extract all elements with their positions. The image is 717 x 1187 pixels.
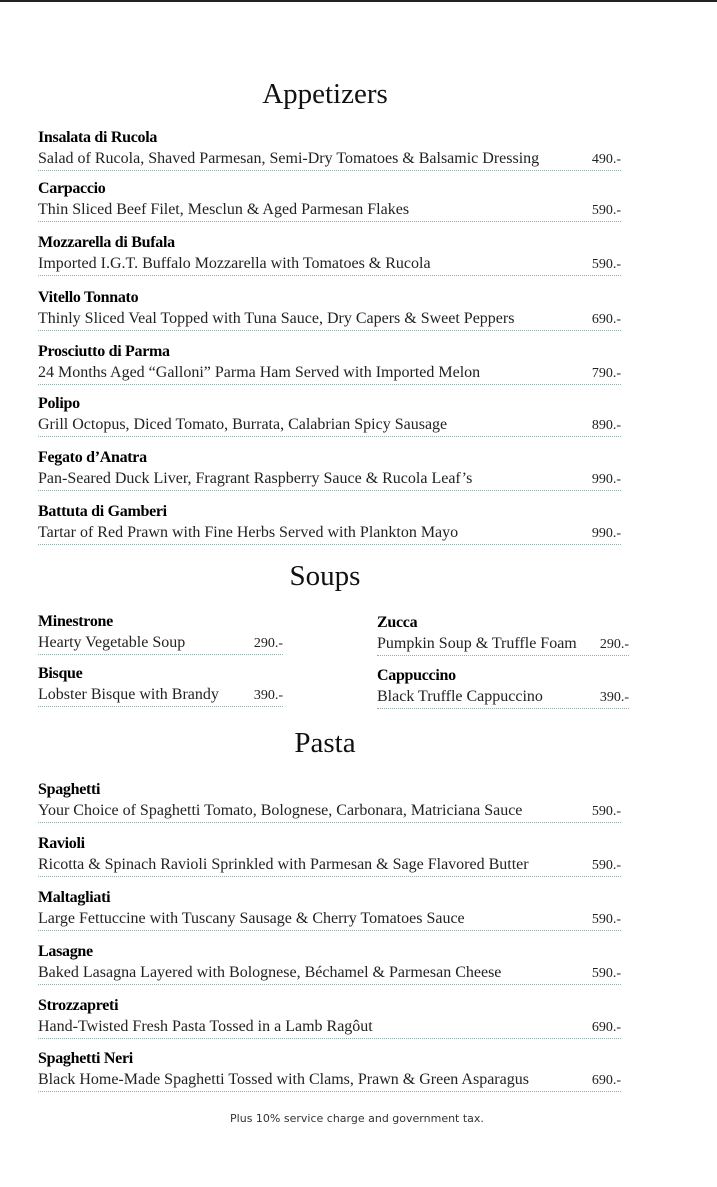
item-price: 690.-	[591, 1020, 621, 1035]
item-name: Battuta di Gamberi	[38, 503, 167, 520]
item-price: 590.-	[591, 858, 621, 873]
item-price: 590.-	[591, 257, 621, 272]
menu-item-fegato-d-anatra	[38, 448, 621, 491]
item-name: Lasagne	[38, 943, 93, 960]
menu-item-spaghetti	[38, 780, 621, 823]
item-leader-line	[38, 253, 621, 276]
item-leader-line	[38, 522, 621, 545]
item-description: Large Fettuccine with Tuscany Sausage & Cherry Tomatoes Sauce	[38, 910, 465, 927]
item-leader-line	[38, 1069, 621, 1092]
item-description: Lobster Bisque with Brandy	[38, 686, 219, 703]
item-price: 690.-	[591, 312, 621, 327]
item-description: Grill Octopus, Diced Tomato, Burrata, Calabrian Spicy Sausage	[38, 416, 448, 433]
item-name: Cappuccino	[377, 667, 456, 684]
item-name: Fegato d’Anatra	[38, 449, 147, 466]
menu-item-strozzapreti	[38, 996, 621, 1039]
item-description: Ricotta & Spinach Ravioli Sprinkled with Parmesan & Sage Flavored Butter	[38, 856, 529, 873]
menu-item-minestrone	[38, 612, 283, 655]
item-name: Bisque	[38, 665, 83, 682]
item-leader-line	[38, 908, 621, 931]
item-description: Thinly Sliced Veal Topped with Tuna Sauce, Dry Capers & Sweet Peppers	[38, 310, 515, 327]
item-leader-line	[38, 632, 283, 655]
item-description: Baked Lasagna Layered with Bolognese, Béchamel & Parmesan Cheese	[38, 964, 502, 981]
item-description: Pan-Seared Duck Liver, Fragrant Raspberry Sauce & Rucola Leaf’s	[38, 470, 473, 487]
menu-item-battuta-di-gamberi	[38, 502, 621, 545]
menu-item-vitello-tonnato	[38, 288, 621, 331]
menu-item-mozzarella-di-bufala	[38, 233, 621, 276]
item-name: Ravioli	[38, 835, 85, 852]
menu-item-spaghetti-neri	[38, 1049, 621, 1092]
item-price: 990.-	[591, 526, 621, 541]
item-name: Spaghetti	[38, 781, 101, 798]
item-price: 390.-	[599, 690, 629, 705]
section-title-appetizers: Appetizers	[262, 78, 388, 110]
item-name: Spaghetti Neri	[38, 1050, 133, 1067]
item-name: Prosciutto di Parma	[38, 343, 170, 360]
item-name: Polipo	[38, 395, 80, 412]
item-description: Hearty Vegetable Soup	[38, 634, 186, 651]
item-price: 790.-	[591, 366, 621, 381]
menu-item-cappuccino	[377, 666, 629, 709]
item-leader-line	[38, 362, 621, 385]
item-name: Mozzarella di Bufala	[38, 234, 175, 251]
item-description: Thin Sliced Beef Filet, Mesclun & Aged Parmesan Flakes	[38, 201, 410, 218]
section-title-pasta: Pasta	[294, 727, 356, 759]
item-name: Minestrone	[38, 613, 113, 630]
item-description: Your Choice of Spaghetti Tomato, Bolognese, Carbonara, Matriciana Sauce	[38, 802, 523, 819]
item-name: Zucca	[377, 614, 418, 631]
menu-item-carpaccio	[38, 179, 621, 222]
item-price: 590.-	[591, 912, 621, 927]
item-leader-line	[38, 308, 621, 331]
item-price: 590.-	[591, 966, 621, 981]
item-leader-line	[38, 684, 283, 707]
item-description: Tartar of Red Prawn with Fine Herbs Served with Plankton Mayo	[38, 524, 459, 541]
item-description: Hand-Twisted Fresh Pasta Tossed in a Lamb Ragôut	[38, 1018, 373, 1035]
item-leader-line	[38, 199, 621, 222]
item-description: Black Home-Made Spaghetti Tossed with Clams, Prawn & Green Asparagus	[38, 1071, 529, 1088]
item-leader-line	[377, 633, 629, 656]
item-leader-line	[38, 148, 621, 171]
item-price: 590.-	[591, 804, 621, 819]
item-leader-line	[38, 962, 621, 985]
item-leader-line	[377, 686, 629, 709]
item-description: 24 Months Aged “Galloni” Parma Ham Served with Imported Melon	[38, 364, 481, 381]
item-price: 490.-	[591, 152, 621, 167]
item-price: 890.-	[591, 418, 621, 433]
menu-item-zucca	[377, 613, 629, 656]
item-leader-line	[38, 1016, 621, 1039]
item-description: Black Truffle Cappuccino	[377, 688, 543, 705]
menu-item-prosciutto-di-parma	[38, 342, 621, 385]
item-name: Carpaccio	[38, 180, 106, 197]
item-price: 990.-	[591, 472, 621, 487]
item-leader-line	[38, 854, 621, 877]
item-description: Salad of Rucola, Shaved Parmesan, Semi-Dry Tomatoes & Balsamic Dressing	[38, 150, 540, 167]
item-description: Imported I.G.T. Buffalo Mozzarella with Tomatoes & Rucola	[38, 255, 431, 272]
menu-item-ravioli	[38, 834, 621, 877]
menu-item-lasagne	[38, 942, 621, 985]
item-price: 590.-	[591, 203, 621, 218]
item-name: Strozzapreti	[38, 997, 119, 1014]
item-leader-line	[38, 800, 621, 823]
top-border	[0, 0, 717, 2]
item-name: Insalata di Rucola	[38, 129, 158, 146]
item-leader-line	[38, 414, 621, 437]
item-description: Pumpkin Soup & Truffle Foam	[377, 635, 577, 652]
menu-item-insalata-di-rucola	[38, 128, 621, 171]
item-leader-line	[38, 468, 621, 491]
menu-item-bisque	[38, 664, 283, 707]
item-name: Vitello Tonnato	[38, 289, 139, 306]
item-price: 290.-	[253, 636, 283, 651]
menu-item-maltagliati	[38, 888, 621, 931]
item-price: 390.-	[253, 688, 283, 703]
section-title-soups: Soups	[289, 560, 361, 592]
menu-item-polipo	[38, 394, 621, 437]
item-price: 690.-	[591, 1073, 621, 1088]
service-charge-note: Plus 10% service charge and government tax.	[230, 1112, 484, 1125]
item-name: Maltagliati	[38, 889, 111, 906]
item-price: 290.-	[599, 637, 629, 652]
